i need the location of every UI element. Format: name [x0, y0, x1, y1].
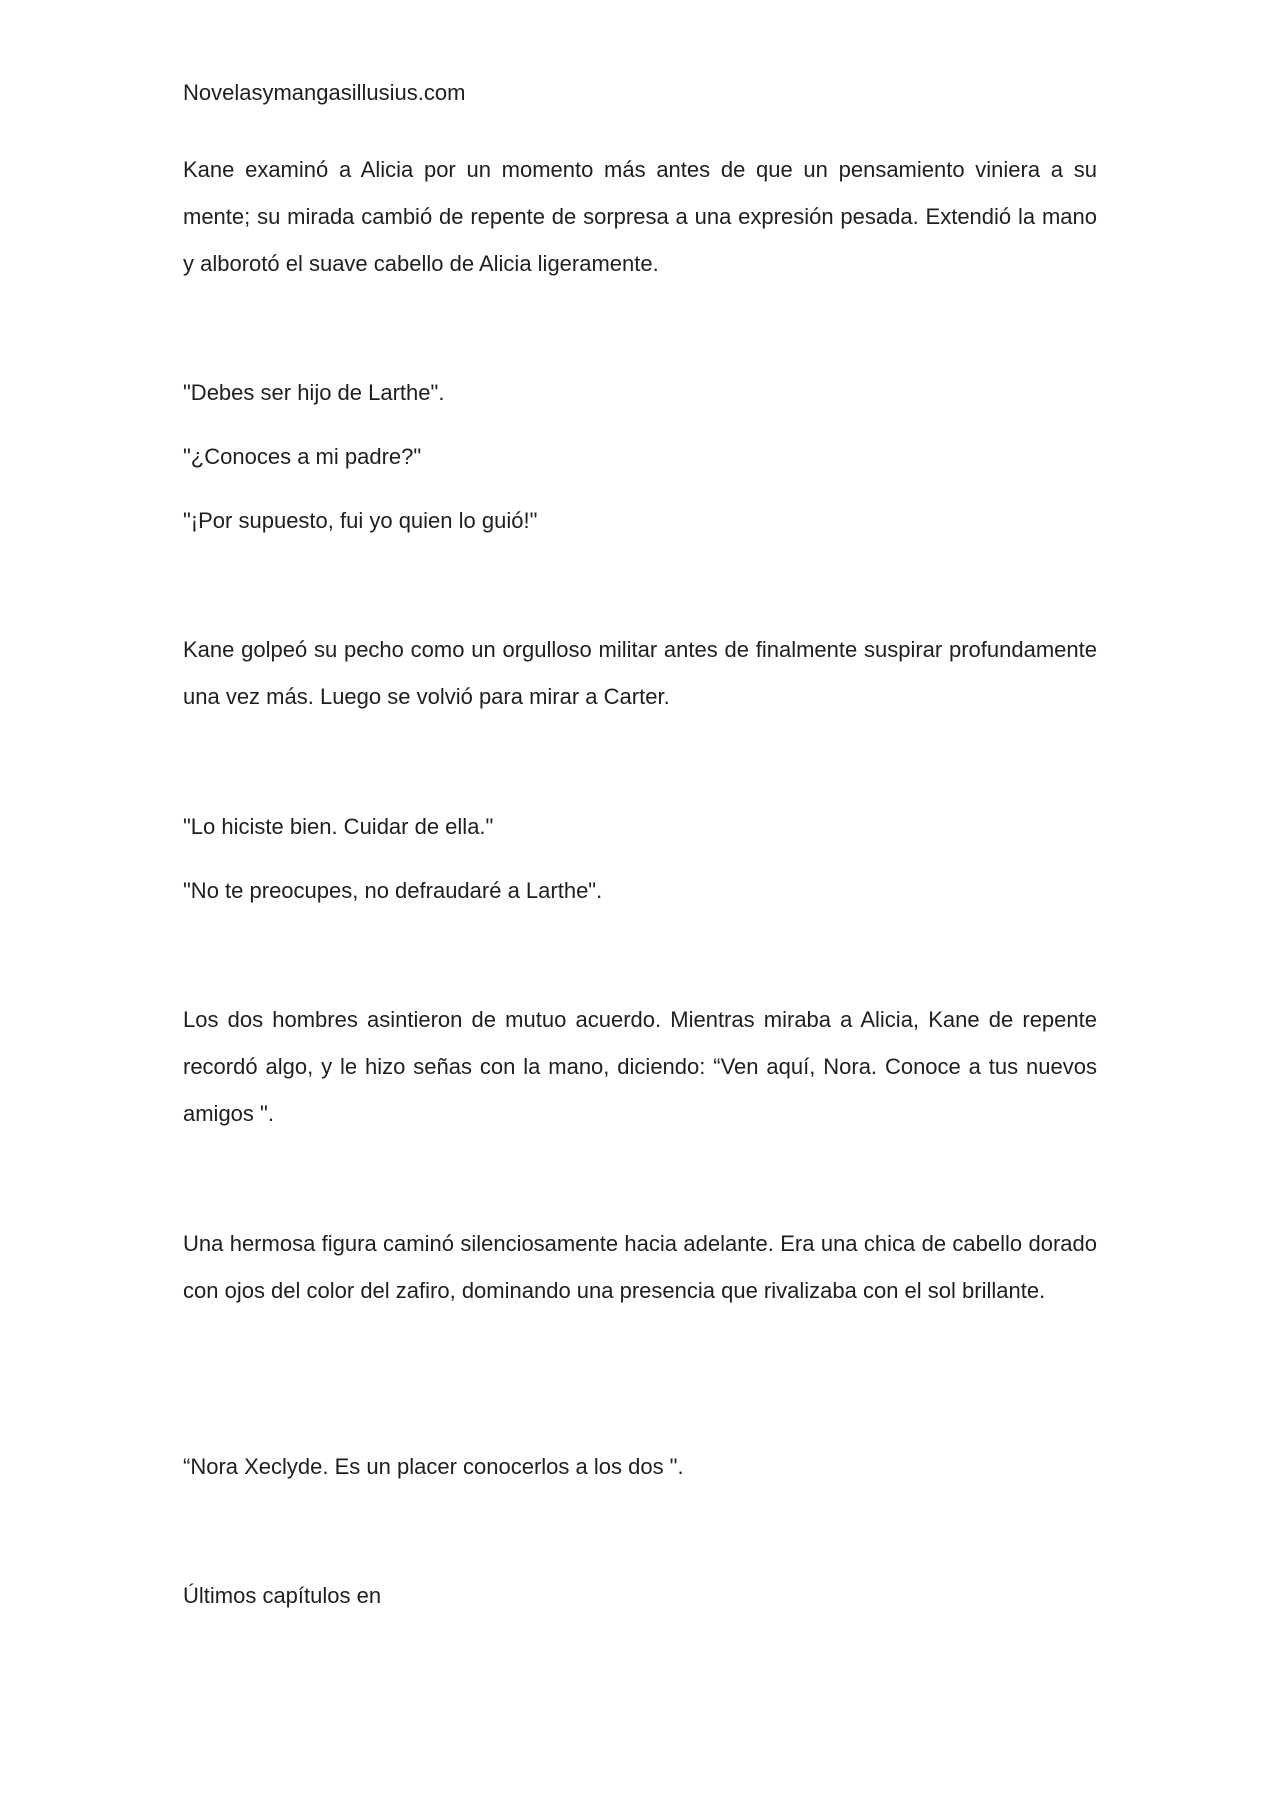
site-header: Novelasymangasillusius.com — [183, 80, 466, 105]
dialogue-5: "No te preocupes, no defraudaré a Larthe". — [183, 878, 603, 903]
dialogue-3: "¡Por supuesto, fui yo quien lo guió!" — [183, 508, 538, 533]
dialogue-4: "Lo hiciste bien. Cuidar de ella." — [183, 814, 494, 839]
dialogue-1: "Debes ser hijo de Larthe". — [183, 380, 445, 405]
paragraph-4: Una hermosa figura caminó silenciosamente hacia adelante. Era una chica de cabello dorado con ojos del color del zafiro, dominando una presencia que rivalizaba con el sol brillante. — [183, 1231, 1097, 1303]
paragraph-1: Kane examinó a Alicia por un momento más antes de que un pensamiento viniera a su mente; su mirada cambió de repente de sorpresa a una expresión pesada. Extendió la mano y alborotó el suave cabello de Alicia ligeramente. — [183, 157, 1097, 276]
dialogue-2: "¿Conoces a mi padre?" — [183, 444, 422, 469]
dialogue-6: “Nora Xeclyde. Es un placer conocerlos a los dos ". — [183, 1454, 684, 1479]
paragraph-3: Los dos hombres asintieron de mutuo acuerdo. Mientras miraba a Alicia, Kane de repente recordó algo, y le hizo señas con la mano, diciendo: “Ven aquí, Nora. Conoce a tus nuevos amigos ". — [183, 1007, 1097, 1126]
paragraph-2: Kane golpeó su pecho como un orgulloso militar antes de finalmente suspirar profundamente una vez más. Luego se volvió para mirar a Carter. — [183, 637, 1097, 709]
latest-chapters-note: Últimos capítulos en — [183, 1583, 382, 1608]
